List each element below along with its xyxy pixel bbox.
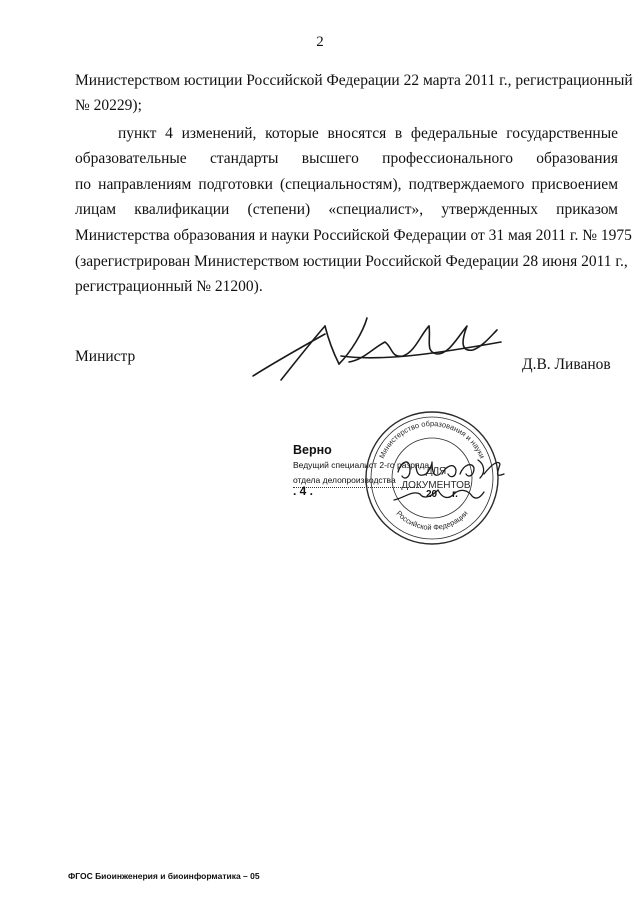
signatory-title: Министр [75, 348, 136, 365]
stamp-center-line2: ДОКУМЕНТОВ [401, 480, 471, 491]
signatory-name: Д.В. Ливанов [522, 356, 611, 373]
footer-text [68, 866, 260, 884]
text-line: образовательные стандарты высшего профессионального образования [75, 150, 618, 167]
text-line: № 20229); [75, 97, 142, 114]
footer-label: ФГОС Биоинженерия и биоинформатика – 05 [68, 871, 260, 881]
page-number: 2 [316, 34, 324, 50]
text-line: по направлениям подготовки (специальностям), подтверждаемого присвоением [75, 176, 618, 193]
stamp-center-line1: ДЛЯ [425, 466, 447, 477]
handwritten-certification [380, 450, 510, 520]
text-line: регистрационный № 21200). [75, 278, 263, 295]
verno-label: Верно [293, 443, 332, 457]
stamp-bottom-text: Российской Федерации [394, 508, 470, 533]
certifier-department: отдела делопроизводства [293, 475, 396, 485]
date-suffix: г. [452, 489, 458, 500]
certifier-position: Ведущий специалист 2-го разряда [293, 460, 430, 470]
date-year: 20 [426, 489, 438, 500]
date-prefix: . 4 . [293, 484, 314, 498]
handwritten-signature [245, 312, 510, 384]
text-line: (зарегистрирован Министерством юстиции Российской Федерации 28 июня 2011 г., [75, 253, 628, 270]
text-line: Министерства образования и науки Российской Федерации от 31 мая 2011 г. № 1975 [75, 227, 632, 244]
stamp-top-text: Министерство образования и науки [377, 418, 487, 460]
text-line: Министерством юстиции Российской Федерации 22 марта 2011 г., регистрационный [75, 72, 633, 89]
text-line: лицам квалификации (степени) «специалист», утвержденных приказом [75, 201, 618, 218]
text-line: пункт 4 изменений, которые вносятся в федеральные государственные [118, 125, 618, 142]
